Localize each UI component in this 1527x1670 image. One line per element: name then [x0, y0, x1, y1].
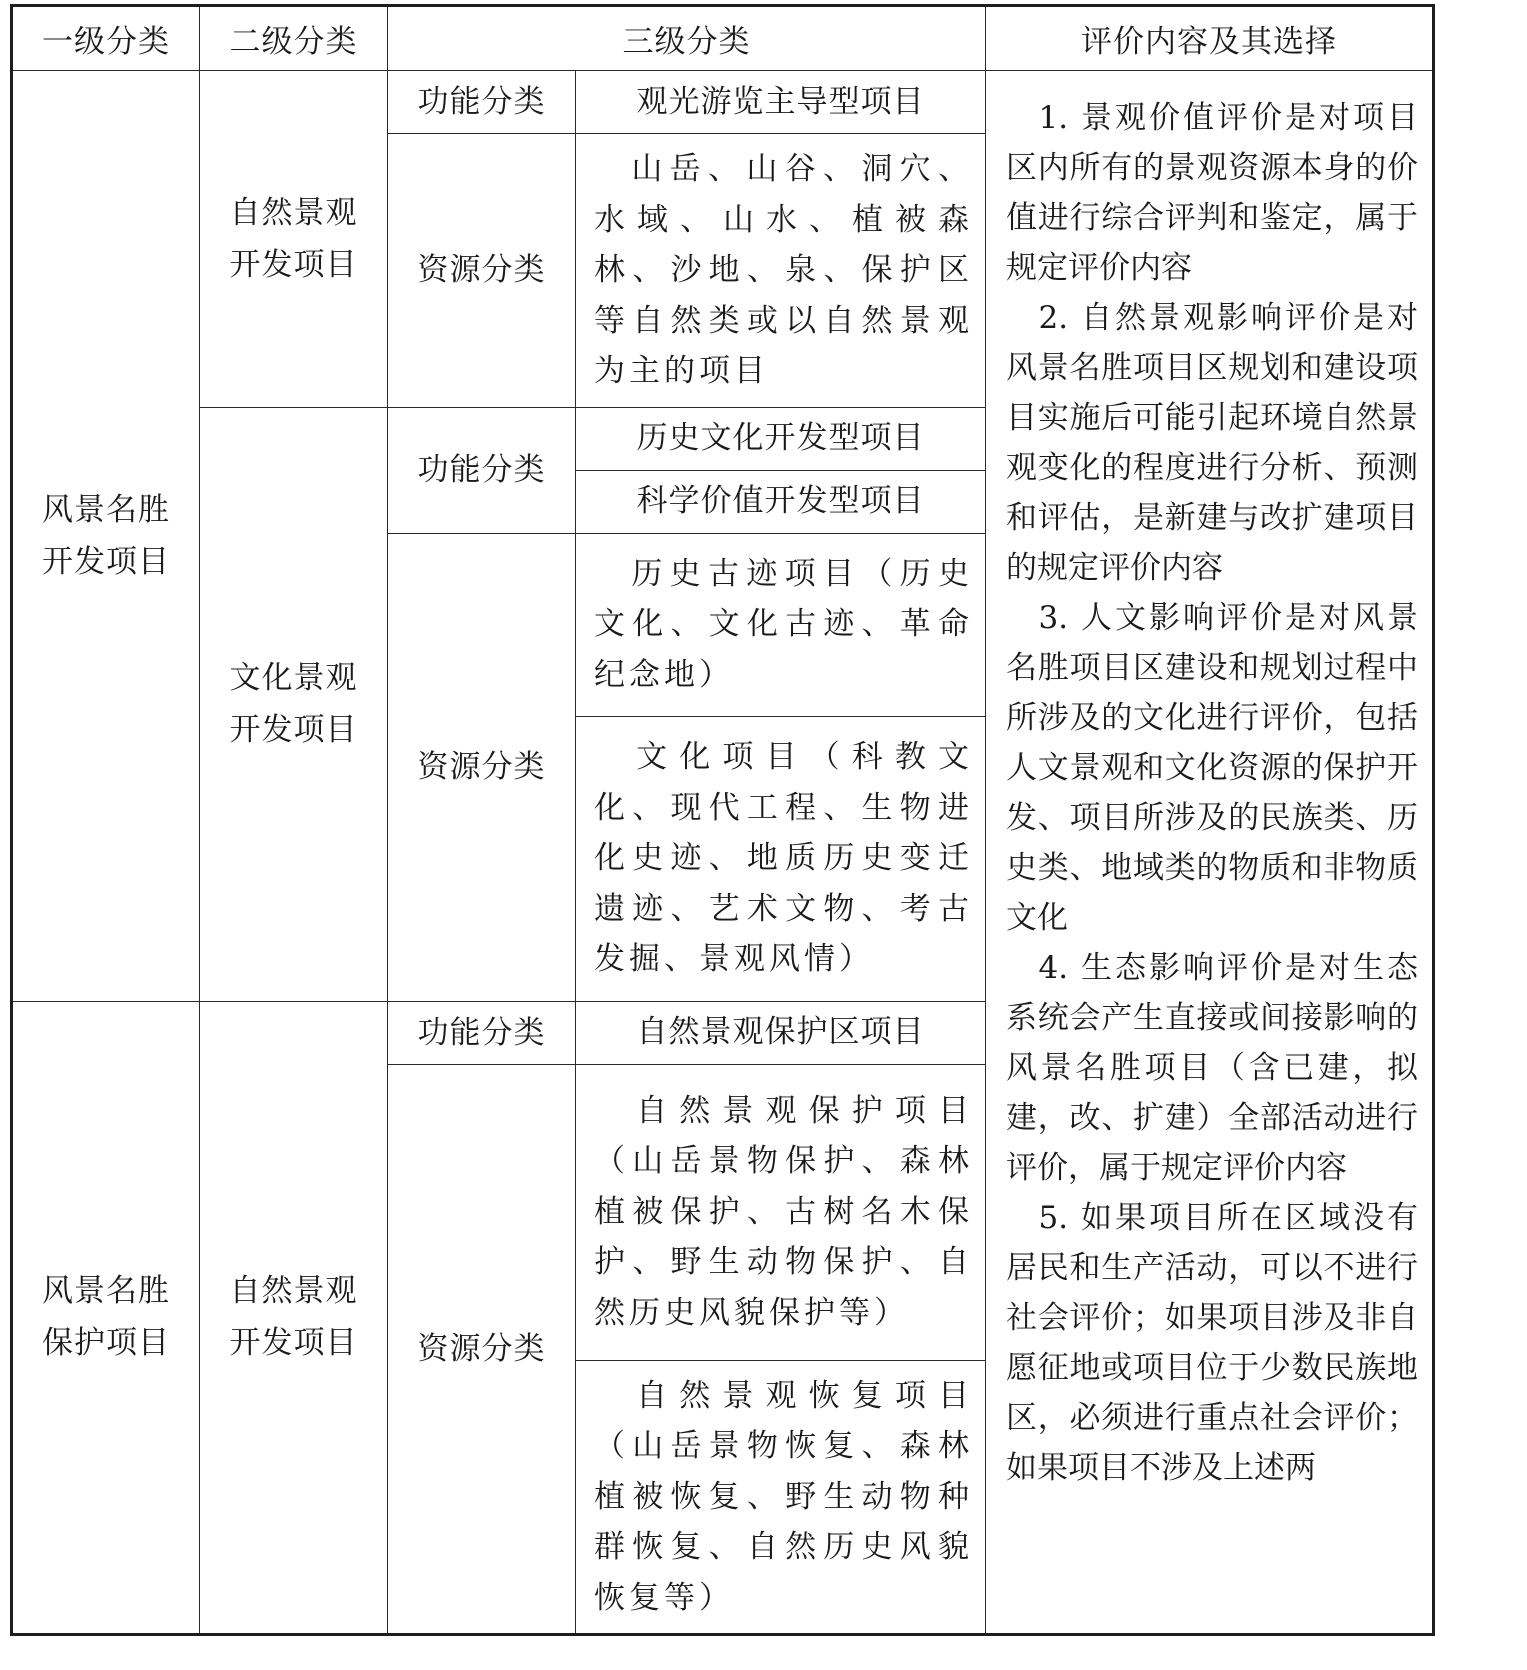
level3-item-cell: 观光游览主导型项目	[576, 71, 986, 134]
classification-table	[10, 4, 1435, 1636]
level2-cell	[200, 71, 388, 408]
level3-item-cell	[576, 1360, 986, 1635]
header-level2: 二级分类	[200, 6, 388, 71]
level1-cell	[12, 71, 200, 1002]
level3-item-text: 文化项目（科教文化、现代工程、生物进化史迹、地质历史变迁遗迹、艺术文物、考古发掘、景观风情）	[594, 739, 973, 978]
level1-cell	[12, 1001, 200, 1635]
level3-item-cell: 自然景观保护区项目	[576, 1001, 986, 1064]
level3-type-cell: 资源分类	[388, 533, 576, 1001]
level3-item-cell	[576, 716, 986, 1001]
header-level3: 三级分类	[388, 6, 986, 71]
level3-item-cell: 科学价值开发型项目	[576, 470, 986, 533]
level3-item-cell	[576, 1064, 986, 1360]
level3-type-cell: 功能分类	[388, 407, 576, 533]
level3-item-text: 历史古迹项目（历史文化、文化古迹、革命纪念地）	[594, 555, 973, 693]
level3-item-cell	[576, 134, 986, 408]
evaluation-item: 1. 景观价值评价是对项目区内所有的景观资源本身的价值进行综合评判和鉴定，属于规定评价内容	[1006, 100, 1418, 286]
level2-cell	[200, 407, 388, 1001]
level3-type-cell: 资源分类	[388, 1064, 576, 1635]
level3-item-text: 自然景观保护项目（山岳景物保护、森林植被保护、古树名木保护、野生动物保护、自然历史风貌保护等）	[594, 1092, 973, 1331]
evaluation-item: 4. 生态影响评价是对生态系统会产生直接或间接影响的风景名胜项目（含已建，拟建，改、扩建）全部活动进行评价，属于规定评价内容	[1006, 950, 1418, 1186]
level3-item-text: 山岳、山谷、洞穴、水域、山水、植被森林、沙地、泉、保护区等自然类或以自然景观为主的项目	[594, 151, 973, 389]
evaluation-item: 3. 人文影响评价是对风景名胜项目区建设和规划过程中所涉及的文化进行评价，包括人文景观和文化资源的保护开发、项目所涉及的民族类、历史类、地域类的物质和非物质文化	[1006, 600, 1418, 936]
evaluation-item: 5. 如果项目所在区域没有居民和生产活动，可以不进行社会评价；如果项目涉及非自愿征地或项目位于少数民族地区，必须进行重点社会评价；如果项目不涉及上述两	[1006, 1200, 1418, 1486]
level1-label: 风景名胜开发项目	[42, 491, 170, 580]
level3-type-cell: 功能分类	[388, 1001, 576, 1064]
header-evaluation: 评价内容及其选择	[986, 6, 1434, 71]
level2-label: 自然景观开发项目	[229, 1273, 358, 1362]
table-row	[12, 71, 1434, 134]
header-row	[12, 6, 1434, 71]
level3-item-text: 自然景观恢复项目（山岳景物恢复、森林植被恢复、野生动物种群恢复、自然历史风貌恢复等）	[594, 1377, 973, 1616]
header-level1: 一级分类	[12, 6, 200, 71]
evaluation-cell	[986, 71, 1434, 1635]
level3-item-cell: 历史文化开发型项目	[576, 407, 986, 470]
level3-type-cell: 资源分类	[388, 134, 576, 408]
level3-item-cell	[576, 533, 986, 716]
level2-label: 自然景观开发项目	[229, 194, 358, 283]
level1-label: 风景名胜保护项目	[42, 1273, 170, 1362]
level3-type-cell: 功能分类	[388, 71, 576, 134]
evaluation-item: 2. 自然景观影响评价是对风景名胜项目区规划和建设项目实施后可能引起环境自然景观变化的程度进行分析、预测和评估，是新建与改扩建项目的规定评价内容	[1006, 300, 1418, 586]
level2-label: 文化景观开发项目	[229, 660, 358, 748]
level2-cell	[200, 1001, 388, 1635]
